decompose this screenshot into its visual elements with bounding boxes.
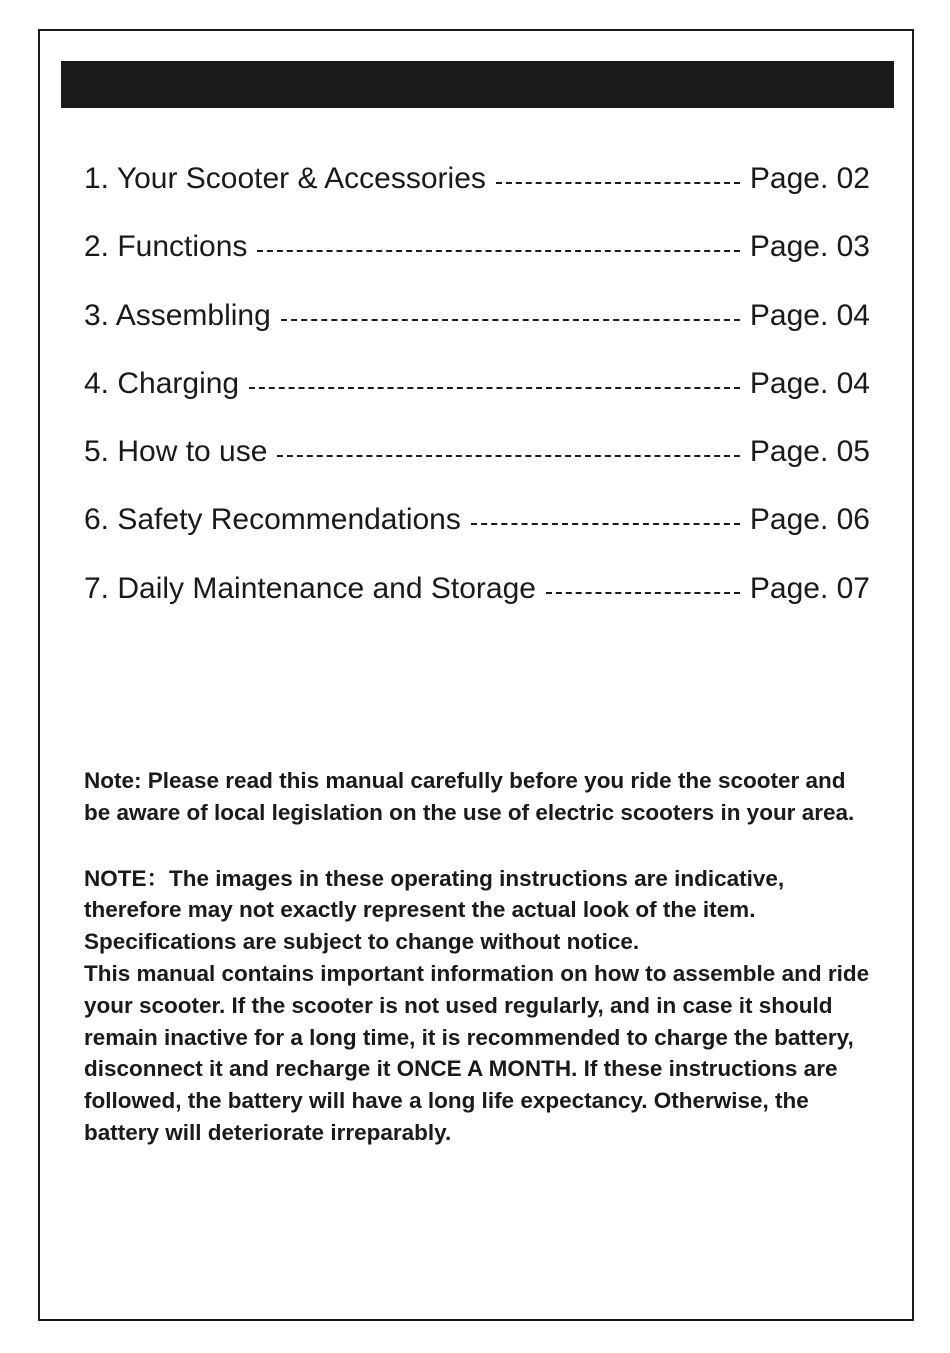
toc-item-title: 3. Assembling <box>84 298 271 332</box>
toc-item-page: Page. 06 <box>749 503 870 537</box>
toc-item-page: Page. 05 <box>749 435 870 469</box>
toc-item[interactable] <box>84 150 870 218</box>
toc-leader-dashes <box>281 319 740 321</box>
note-read-manual: Note: Please read this manual carefully before you ride the scooter and be aware of local legislation on the use of electric scooters in your area. <box>84 768 855 825</box>
toc-item[interactable] <box>84 218 870 286</box>
toc-leader-dashes <box>471 523 740 525</box>
header-bar <box>61 61 894 108</box>
toc-item-page: Page. 02 <box>749 162 870 195</box>
toc-leader-dashes <box>257 250 739 252</box>
toc-item-title: 7. Daily Maintenance and Storage <box>84 571 536 605</box>
toc-item[interactable] <box>84 491 870 559</box>
spacer <box>84 829 874 863</box>
toc-item[interactable] <box>84 423 870 491</box>
toc-item-title: 5. How to use <box>84 435 268 469</box>
toc-leader-dashes <box>249 387 740 389</box>
table-of-contents <box>84 150 870 628</box>
toc-leader-dashes <box>496 182 740 184</box>
toc-item-title: 2. Functions <box>84 230 248 264</box>
note-images-indicative: NOTE：The images in these operating instructions are indicative, therefore may not exactly represent the actual look of the item. Specifications are subject to change without notice. <box>84 865 785 955</box>
toc-item-page: Page. 04 <box>749 298 870 332</box>
toc-item[interactable] <box>84 560 870 628</box>
toc-item-page: Page. 07 <box>749 571 870 605</box>
toc-leader-dashes <box>546 592 740 594</box>
toc-item-title: 4. Charging <box>84 366 240 400</box>
note-battery-care: This manual contains important information on how to assemble and ride your scooter. If the scooter is not used regularly, and in case it should remain inactive for a long time, it is recommended to charge the battery, disconnect it and recharge it ONCE A MONTH. If these instructions are followed, the battery will have a long life expectancy. Otherwise, the battery will deteriorate irreparably. <box>84 960 870 1145</box>
toc-item[interactable] <box>84 355 870 423</box>
toc-leader-dashes <box>277 455 739 457</box>
notes-section <box>84 765 874 1149</box>
toc-item-title: 1. Your Scooter & Accessories <box>84 162 486 195</box>
toc-item-title: 6. Safety Recommendations <box>84 503 461 537</box>
toc-item-page: Page. 04 <box>749 366 870 400</box>
toc-item-page: Page. 03 <box>749 230 870 264</box>
toc-item[interactable] <box>84 287 870 355</box>
